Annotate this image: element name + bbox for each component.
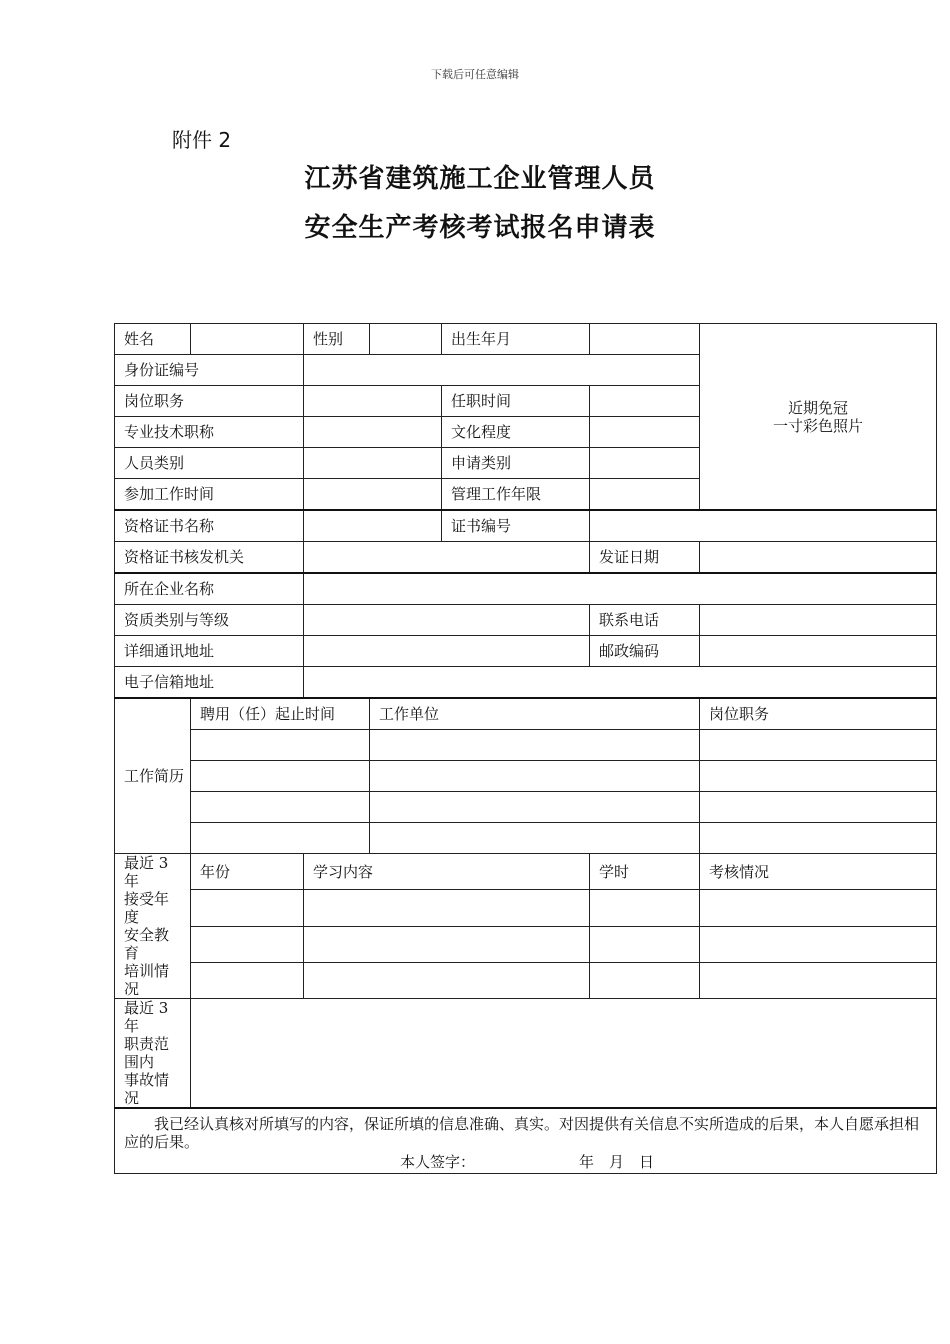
training-hours-cell[interactable] [590,890,700,926]
photo-box[interactable] [700,324,937,511]
label-education: 文化程度 [442,417,590,448]
field-issue-date[interactable] [700,542,937,574]
label-address: 详细通讯地址 [115,636,304,667]
work-history-row [115,792,937,823]
accidents-label-line: 最近 3 年 [124,999,169,1035]
training-assessment-cell[interactable] [700,962,937,998]
form-title-line1: 江苏省建筑施工企业管理人员 [304,164,656,194]
field-cert-issuer[interactable] [304,542,590,574]
label-apply-type: 申请类别 [442,448,590,479]
work-history-period-cell[interactable] [191,730,370,761]
photo-instruction-line2: 一寸彩色照片 [773,416,864,435]
training-year-cell[interactable] [191,926,304,962]
work-history-section-label: 工作简历 [115,698,191,854]
label-phone: 联系电话 [590,605,700,636]
field-cert-no[interactable] [590,510,937,542]
label-name: 姓名 [115,324,191,355]
work-history-employer-cell[interactable] [370,730,700,761]
work-history-period-cell[interactable] [191,761,370,792]
label-company-name: 所在企业名称 [115,573,304,605]
work-history-employer-cell[interactable] [370,761,700,792]
training-assessment-cell[interactable] [700,926,937,962]
signature-label: 本人签字： [400,1153,476,1171]
signature-date-label: 年 月 日 [579,1153,655,1171]
work-history-row [115,730,937,761]
label-cert-no: 证书编号 [442,510,590,542]
label-tech-title: 专业技术职称 [115,417,304,448]
label-birth: 出生年月 [442,324,590,355]
row-name [115,324,937,355]
photo-instruction-line1: 近期免冠 [788,398,849,417]
training-content-cell[interactable] [304,890,590,926]
training-row [115,890,937,926]
label-position: 岗位职务 [115,386,304,417]
label-cert-issuer: 资格证书核发机关 [115,542,304,574]
training-row [115,962,937,998]
field-company-name[interactable] [304,573,937,605]
row-qualification [115,605,937,636]
work-history-employer-cell[interactable] [370,792,700,823]
label-appointment-time: 任职时间 [442,386,590,417]
accidents-field[interactable] [191,999,937,1109]
field-apply-type[interactable] [590,448,700,479]
work-history-period-cell[interactable] [191,823,370,854]
work-history-col-period: 聘用（任）起止时间 [191,698,370,730]
work-history-row [115,761,937,792]
field-mgmt-years[interactable] [590,479,700,511]
label-mgmt-years: 管理工作年限 [442,479,590,511]
training-year-cell[interactable] [191,962,304,998]
page-header-note: 下载后可任意编辑 [431,68,519,81]
work-history-employer-cell[interactable] [370,823,700,854]
training-hours-cell[interactable] [590,962,700,998]
work-history-col-position: 岗位职务 [700,698,937,730]
accidents-label-line: 职责范围内 [124,1035,170,1071]
application-form-table [114,323,937,1174]
accidents-section-label [115,999,191,1109]
field-id-number[interactable] [304,355,700,386]
signature-line [124,1153,927,1171]
row-cert-name [115,510,937,542]
training-row [115,926,937,962]
work-history-position-cell[interactable] [700,730,937,761]
declaration-row [115,1108,937,1174]
field-personnel-type[interactable] [304,448,442,479]
training-content-cell[interactable] [304,926,590,962]
label-cert-name: 资格证书名称 [115,510,304,542]
training-year-cell[interactable] [191,890,304,926]
training-section-label [115,854,191,999]
label-id-number: 身份证编号 [115,355,304,386]
work-history-col-employer: 工作单位 [370,698,700,730]
row-company-name [115,573,937,605]
field-appointment-time[interactable] [590,386,700,417]
training-assessment-cell[interactable] [700,890,937,926]
training-label-line: 接受年度 [124,890,170,926]
accidents-row [115,999,937,1109]
declaration-text: 我已经认真核对所填写的内容，保证所填的信息准确、真实。对因提供有关信息不实所造成的后果，本人自愿承担相应的后果。 [124,1115,920,1151]
field-postcode[interactable] [700,636,937,667]
form-title-line2: 安全生产考核考试报名申请表 [304,213,656,243]
label-gender: 性别 [304,324,370,355]
work-history-position-cell[interactable] [700,823,937,854]
training-col-hours: 学时 [590,854,700,890]
field-email[interactable] [304,667,937,699]
training-hours-cell[interactable] [590,926,700,962]
work-history-position-cell[interactable] [700,792,937,823]
label-qualification: 资质类别与等级 [115,605,304,636]
field-birth[interactable] [590,324,700,355]
field-gender[interactable] [370,324,442,355]
training-col-year: 年份 [191,854,304,890]
label-personnel-type: 人员类别 [115,448,304,479]
field-address[interactable] [304,636,590,667]
training-header-row [115,854,937,890]
work-history-position-cell[interactable] [700,761,937,792]
field-work-start[interactable] [304,479,442,511]
field-position[interactable] [304,386,442,417]
training-col-assessment: 考核情况 [700,854,937,890]
accidents-label-line: 事故情况 [124,1071,170,1107]
work-history-period-cell[interactable] [191,792,370,823]
training-label-line: 培训情况 [124,962,170,998]
row-email [115,667,937,699]
field-education[interactable] [590,417,700,448]
training-content-cell[interactable] [304,962,590,998]
row-cert-issuer [115,542,937,574]
training-col-content: 学习内容 [304,854,590,890]
label-work-start: 参加工作时间 [115,479,304,511]
label-email: 电子信箱地址 [115,667,304,699]
field-qualification[interactable] [304,605,590,636]
field-name[interactable] [191,324,304,355]
training-label-line: 最近 3 年 [124,854,169,890]
declaration-cell [115,1108,937,1174]
work-history-header-row [115,698,937,730]
label-issue-date: 发证日期 [590,542,700,574]
training-label-line: 安全教育 [124,926,170,962]
attachment-label: 附件 2 [172,128,232,152]
row-address [115,636,937,667]
field-cert-name[interactable] [304,510,442,542]
work-history-row [115,823,937,854]
field-phone[interactable] [700,605,937,636]
field-tech-title[interactable] [304,417,442,448]
label-postcode: 邮政编码 [590,636,700,667]
